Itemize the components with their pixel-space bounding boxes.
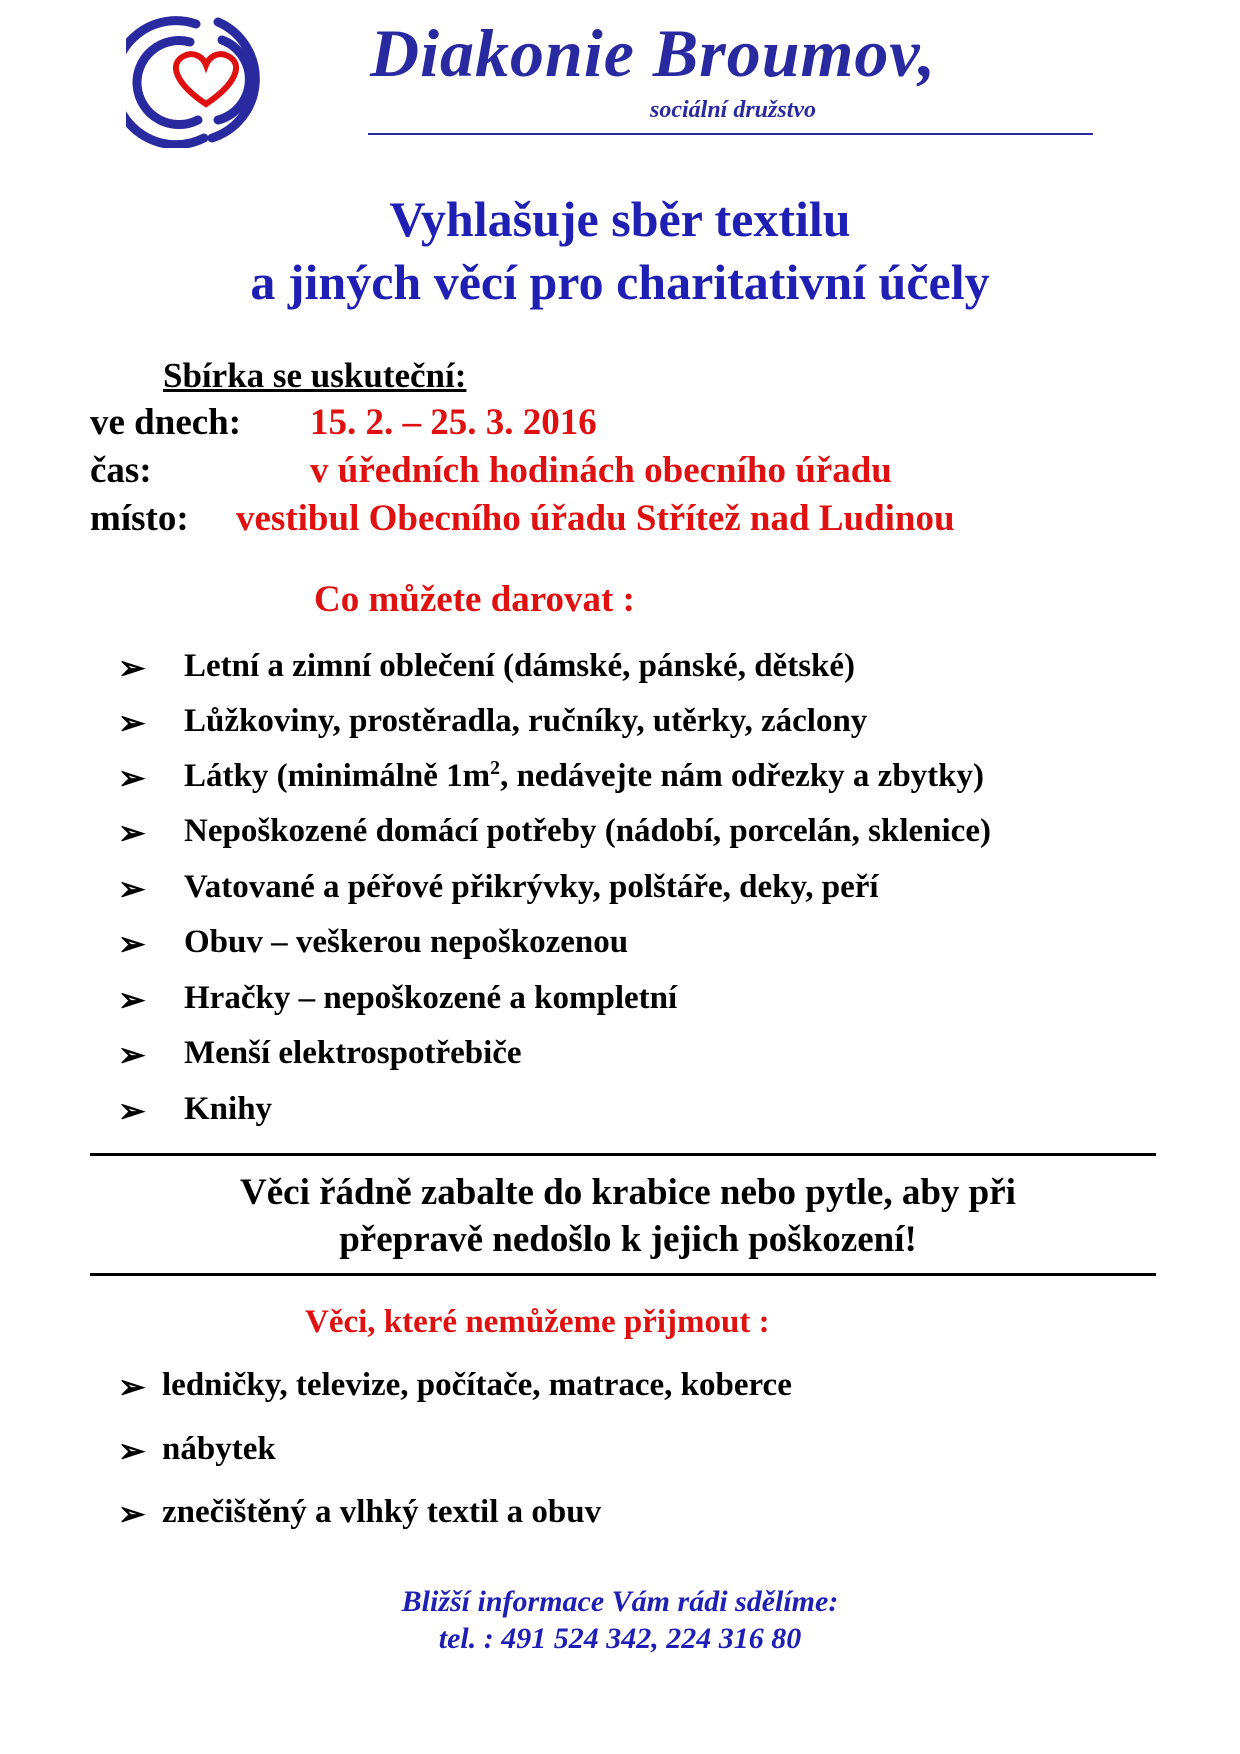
rejected-items-heading: Věci, které nemůžeme přijmout : bbox=[305, 1304, 770, 1340]
arrow-bullet-icon: ➢ bbox=[118, 706, 146, 742]
time-value: v úředních hodinách obecního úřadu bbox=[310, 450, 892, 491]
list-item-text: Knihy bbox=[184, 1091, 273, 1127]
packing-notice-line-1: Věci řádně zabalte do krabice nebo pytle, aby při bbox=[240, 1172, 1016, 1213]
arrow-bullet-icon: ➢ bbox=[118, 983, 146, 1019]
arrow-bullet-icon: ➢ bbox=[118, 927, 146, 963]
list-item-text: Lůžkoviny, prostěradla, ručníky, utěrky, záclony bbox=[184, 703, 868, 739]
list-item-text: Hračky – nepoškozené a kompletní bbox=[184, 980, 678, 1016]
list-item-text: Letní a zimní oblečení (dámské, pánské, dětské) bbox=[184, 648, 856, 684]
arrow-bullet-icon: ➢ bbox=[118, 1434, 146, 1470]
contact-info-line-1: Bližší informace Vám rádi sdělíme: bbox=[401, 1585, 839, 1618]
list-item-text: znečištěný a vlhký textil a obuv bbox=[162, 1494, 602, 1530]
heart-circle-logo bbox=[126, 12, 286, 148]
arrow-bullet-icon: ➢ bbox=[118, 651, 146, 687]
arrow-bullet-icon: ➢ bbox=[118, 761, 146, 797]
date-value: 15. 2. – 25. 3. 2016 bbox=[310, 402, 597, 443]
collection-heading: Sbírka se uskuteční: bbox=[163, 356, 467, 395]
notice-top-divider bbox=[90, 1153, 1156, 1156]
list-item-text: Menší elektrospotřebiče bbox=[184, 1035, 522, 1071]
list-item-text-part: , nedávejte nám odřezky a zbytky) bbox=[500, 758, 985, 794]
list-item-text: Vatované a péřové přikrývky, polštáře, deky, peří bbox=[184, 869, 879, 905]
arrow-bullet-icon: ➢ bbox=[118, 1038, 146, 1074]
contact-phone: tel. : 491 524 342, 224 316 80 bbox=[438, 1622, 802, 1655]
place-value: vestibul Obecního úřadu Střítež nad Ludinou bbox=[236, 498, 955, 539]
list-item-text-part: Látky (minimálně 1m bbox=[184, 758, 491, 794]
list-item-text: Nepoškozené domácí potřeby (nádobí, porcelán, sklenice) bbox=[184, 813, 991, 849]
arrow-bullet-icon: ➢ bbox=[118, 1370, 146, 1406]
place-label: místo: bbox=[90, 498, 189, 539]
list-item-text: ledničky, televize, počítače, matrace, koberce bbox=[162, 1367, 792, 1403]
arrow-bullet-icon: ➢ bbox=[118, 1497, 146, 1533]
list-item-text: nábytek bbox=[162, 1431, 276, 1467]
list-item-text bbox=[184, 758, 984, 795]
donate-heading: Co můžete darovat : bbox=[314, 579, 635, 620]
page-title-line-2: a jiných věcí pro charitativní účely bbox=[250, 254, 990, 310]
date-label: ve dnech: bbox=[90, 402, 242, 443]
page-title-line-1: Vyhlašuje sběr textilu bbox=[389, 191, 851, 247]
organization-subtitle: sociální družstvo bbox=[649, 97, 817, 123]
arrow-bullet-icon: ➢ bbox=[118, 872, 146, 908]
header-divider bbox=[368, 133, 1093, 135]
time-label: čas: bbox=[90, 450, 152, 491]
notice-bottom-divider bbox=[90, 1273, 1156, 1276]
list-item-text: Obuv – veškerou nepoškozenou bbox=[184, 924, 629, 960]
arrow-bullet-icon: ➢ bbox=[118, 816, 146, 852]
packing-notice-line-2: přepravě nedošlo k jejich poškození! bbox=[339, 1219, 917, 1260]
superscript: 2 bbox=[490, 757, 501, 779]
arrow-bullet-icon: ➢ bbox=[118, 1094, 146, 1130]
organization-name: Diakonie Broumov, bbox=[370, 15, 937, 91]
